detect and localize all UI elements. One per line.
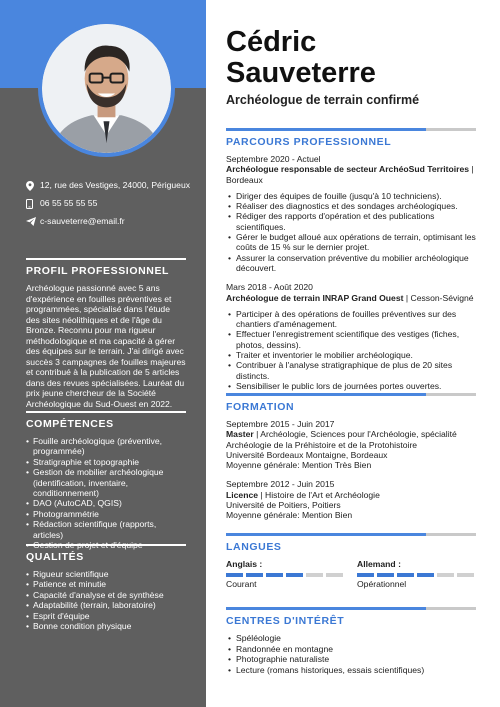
- candidate-name: [226, 27, 376, 89]
- section-divider: [226, 128, 476, 131]
- language-name: Allemand :: [357, 559, 401, 569]
- skill-item: • Rédaction scientifique (rapports, articles): [26, 519, 186, 540]
- paper-plane-icon: [26, 216, 40, 227]
- profile-photo-frame: [38, 20, 175, 157]
- first-name: Cédric: [226, 26, 317, 58]
- entry-school: Université de Poitiers, Poitiers: [226, 500, 341, 511]
- bullet-item: • Effectuer l'enregistrement scientifique des vestiges (fiches, photos, dessins).: [226, 329, 476, 350]
- language-item: [357, 559, 476, 589]
- entry-grade: Moyenne générale: Mention Très Bien: [226, 460, 372, 471]
- skill-item: • Gestion de mobilier archéologique (identification, inventaire, conditionnement): [26, 467, 186, 498]
- skills-section: [26, 411, 186, 550]
- entry-place: | Cesson-Sévigné: [403, 292, 474, 303]
- language-item: [226, 559, 345, 589]
- entry-heading: [226, 429, 476, 450]
- experience-section: [226, 128, 476, 400]
- bullet-item: • Rédiger des rapports d'opération et des publications scientifiques.: [226, 211, 476, 232]
- language-level-label: Courant: [226, 579, 257, 589]
- language-level-bar: [357, 573, 476, 577]
- profile-section: [26, 258, 186, 409]
- entry-bullets: [226, 191, 476, 273]
- address-text: 12, rue des Vestiges, 24000, Périgueux: [40, 180, 191, 190]
- level-segment: [306, 573, 323, 577]
- entry-dates: Septembre 2012 - Juin 2015: [226, 479, 335, 490]
- experience-entry: [226, 282, 476, 391]
- interests-list: [226, 633, 476, 675]
- skill-item: • Fouille archéologique (préventive, programmée): [26, 436, 186, 457]
- skills-title: COMPÉTENCES: [26, 411, 186, 430]
- portrait-illustration: [42, 24, 171, 153]
- contact-block: [26, 180, 191, 234]
- contact-phone: [26, 198, 191, 209]
- profile-text: Archéologue passionné avec 5 ans d'expérience en fouilles préventives et programmées, spécialisé dans l'étude des sites néolithiques et de l'âge du Bronze. Reconnu pour ma rigueur méthodologique et ma capacité à gérer des équipes sur le terrain. J'ai dirigé avec succès 3 campagnes de fouilles majeures et contribué à la publication de 5 articles dans des revues spécialisées. Lauréat du prix jeune chercheur de la Société Archéologique du Sud-Ouest en 2022.: [26, 283, 186, 409]
- level-segment: [286, 573, 303, 577]
- phone-text: 06 55 55 55 55: [40, 198, 98, 208]
- level-segment: [377, 573, 394, 577]
- entry-role: Archéologue responsable de secteur ArchéoSud Territoires: [226, 164, 470, 175]
- quality-item: • Esprit d'équipe: [26, 611, 186, 621]
- language-level-bar: [226, 573, 345, 577]
- bullet-item: • Participer à des opérations de fouilles préventives sur des chantiers d'aménagement.: [226, 309, 476, 330]
- entry-school: Université Bordeaux Montaigne, Bordeaux: [226, 449, 388, 460]
- job-title: Archéologue de terrain confirmé: [226, 93, 420, 107]
- entry-role: Archéologue de terrain INRAP Grand Ouest: [226, 292, 404, 303]
- bullet-item: • Réaliser des diagnostics et des sondages archéologiques.: [226, 201, 476, 211]
- bullet-item: • Gérer le budget alloué aux opérations de terrain, optimisant les coûts de 15 % sur le dernier projet.: [226, 232, 476, 253]
- languages-grid: [226, 559, 476, 589]
- level-segment: [417, 573, 434, 577]
- quality-item: • Patience et minutie: [26, 579, 186, 589]
- entry-grade: Moyenne générale: Mention Bien: [226, 510, 353, 521]
- level-segment: [437, 573, 454, 577]
- education-title: FORMATION: [226, 401, 295, 413]
- quality-item: • Adaptabilité (terrain, laboratoire): [26, 600, 186, 610]
- location-pin-icon: [26, 180, 40, 191]
- interest-item: • Photographie naturaliste: [226, 654, 476, 665]
- language-name: Anglais :: [226, 559, 263, 569]
- interest-item: • Randonnée en montagne: [226, 644, 476, 655]
- sidebar: [0, 0, 206, 707]
- last-name: Sauveterre: [226, 57, 376, 89]
- skill-item: • DAO (AutoCAD, QGIS): [26, 498, 186, 508]
- quality-item: • Rigueur scientifique: [26, 569, 186, 579]
- interests-title: CENTRES D'INTÉRÊT: [226, 615, 345, 627]
- level-segment: [226, 573, 243, 577]
- level-segment: [397, 573, 414, 577]
- bullet-item: • Traiter et inventorier le mobilier archéologique.: [226, 350, 476, 360]
- section-divider: [226, 533, 476, 536]
- education-entry: [226, 419, 476, 470]
- quality-item: • Bonne condition physique: [26, 621, 186, 631]
- skills-list: [26, 436, 186, 550]
- entry-bullets: [226, 309, 476, 391]
- entry-dates: Mars 2018 - Août 2020: [226, 282, 313, 293]
- contact-address: [26, 180, 191, 191]
- contact-email: [26, 216, 191, 227]
- entry-heading: [226, 164, 476, 185]
- entry-heading: [226, 293, 476, 303]
- entry-heading: [226, 490, 476, 500]
- interest-item: • Spéléologie: [226, 633, 476, 644]
- interest-item: • Lecture (romans historiques, essais scientifiques): [226, 665, 476, 676]
- level-segment: [246, 573, 263, 577]
- languages-section: [226, 533, 476, 589]
- level-segment: [357, 573, 374, 577]
- entry-dates: Septembre 2015 - Juin 2017: [226, 419, 335, 429]
- section-divider: [226, 607, 476, 610]
- entry-dates: Septembre 2020 - Actuel: [226, 154, 321, 164]
- level-segment: [326, 573, 343, 577]
- education-entry: [226, 479, 476, 520]
- entry-degree: Master: [226, 429, 254, 440]
- quality-item: • Capacité d'analyse et de synthèse: [26, 590, 186, 600]
- qualities-list: [26, 569, 186, 631]
- qualities-section: [26, 544, 186, 631]
- skill-item: • Stratigraphie et topographie: [26, 457, 186, 467]
- email-text[interactable]: c-sauveterre@email.fr: [40, 216, 125, 226]
- entry-detail: | Archéologie, Sciences pour l'Archéologie, spécialité Archéologie de la Préhistoire et de la Protohistoire: [226, 429, 457, 450]
- bullet-item: • Sensibiliser le public lors de journées portes ouvertes.: [226, 381, 476, 391]
- entry-detail: | Histoire de l'Art et Archéologie: [258, 489, 380, 500]
- bullet-item: • Contribuer à l'analyse stratigraphique de plus de 20 sites distincts.: [226, 360, 476, 381]
- skill-item: • Photogrammétrie: [26, 509, 186, 519]
- section-divider: [226, 393, 476, 396]
- entry-degree: Licence: [226, 489, 259, 500]
- language-level-label: Opérationnel: [357, 579, 407, 589]
- phone-icon: [26, 198, 40, 209]
- bullet-item: • Diriger des équipes de fouille (jusqu'à 10 techniciens).: [226, 191, 476, 201]
- experience-title: PARCOURS PROFESSIONNEL: [226, 136, 392, 148]
- qualities-title: QUALITÉS: [26, 544, 186, 563]
- level-segment: [457, 573, 474, 577]
- profile-photo: [42, 24, 171, 153]
- bullet-item: • Assurer la conservation préventive du mobilier archéologique découvert.: [226, 253, 476, 274]
- level-segment: [266, 573, 283, 577]
- entry-place: | Bordeaux: [226, 164, 474, 185]
- interests-section: [226, 607, 476, 675]
- languages-title: LANGUES: [226, 541, 282, 553]
- profile-title: PROFIL PROFESSIONNEL: [26, 258, 186, 277]
- education-section: [226, 393, 476, 530]
- experience-entry: [226, 154, 476, 273]
- skill-item: • Gestion de projet et d'équipe: [26, 540, 186, 550]
